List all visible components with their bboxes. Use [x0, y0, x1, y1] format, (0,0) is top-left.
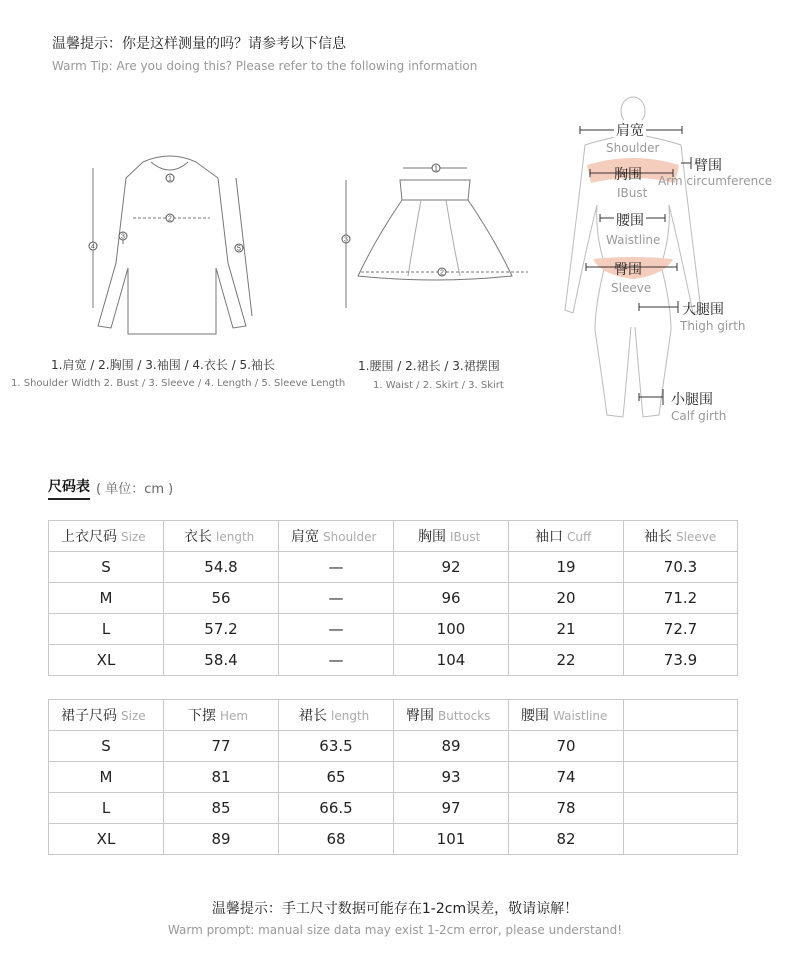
- header-cell: 臀围 Buttocks: [394, 700, 509, 731]
- table-cell: 57.2: [164, 614, 279, 645]
- table-cell: 82: [509, 824, 624, 855]
- table-row: [49, 583, 738, 614]
- table-row: [49, 793, 738, 824]
- shoulder-label-cn: 肩宽: [614, 120, 646, 140]
- table-cell: 19: [509, 552, 624, 583]
- bust-label-en: IBust: [617, 186, 648, 200]
- table-cell: 104: [394, 645, 509, 676]
- footer-prompt-cn: 温馨提示：手工尺寸数据可能存在1-2cm误差，敬请谅解！: [211, 901, 579, 917]
- table-cell: 101: [394, 824, 509, 855]
- table-cell: 63.5: [279, 731, 394, 762]
- table-row: [49, 762, 738, 793]
- table-cell: 54.8: [164, 552, 279, 583]
- header-cell: 裙长 length: [279, 700, 394, 731]
- calf-label-cn: 小腿围: [671, 392, 713, 408]
- bust-label-cn: 胸围: [614, 167, 642, 183]
- shirt-marker-5: 5: [237, 245, 241, 253]
- table-cell: 89: [394, 731, 509, 762]
- size-chart-title: 尺码表: [48, 476, 90, 500]
- top-size-table: [48, 520, 738, 676]
- table-cell: —: [279, 552, 394, 583]
- table-cell: 70.3: [624, 552, 738, 583]
- table-cell: 73.9: [624, 645, 738, 676]
- table-cell: —: [279, 583, 394, 614]
- table-row: [49, 731, 738, 762]
- table-row: [49, 645, 738, 676]
- table-cell: 72.7: [624, 614, 738, 645]
- table-header-row: [49, 521, 738, 552]
- shirt-diagram: [78, 148, 268, 343]
- table-cell: 21: [509, 614, 624, 645]
- table-cell: 78: [509, 793, 624, 824]
- header-cell: [624, 700, 738, 731]
- hip-label-cn: 臀围: [614, 262, 642, 278]
- table-cell: [624, 824, 738, 855]
- table-row: [49, 824, 738, 855]
- skirt-caption-cn: 1.腰围 / 2.裙长 / 3.裙摆围: [358, 359, 500, 373]
- table-cell: 92: [394, 552, 509, 583]
- waist-label-en: Waistline: [606, 233, 661, 247]
- shirt-marker-1: 1: [168, 175, 172, 183]
- table-cell: 70: [509, 731, 624, 762]
- warm-tip-cn: 温馨提示：你是这样测量的吗？请参考以下信息: [52, 36, 346, 52]
- table-cell: 89: [164, 824, 279, 855]
- table-row: [49, 614, 738, 645]
- thigh-label-cn: 大腿围: [682, 302, 724, 318]
- table-cell: 68: [279, 824, 394, 855]
- table-cell: L: [49, 614, 164, 645]
- skirt-marker-1: 1: [434, 165, 438, 173]
- skirt-marker-2: 2: [440, 269, 444, 277]
- table-cell: 22: [509, 645, 624, 676]
- table-cell: [624, 731, 738, 762]
- header-cell: 袖口 Cuff: [509, 521, 624, 552]
- table-cell: 77: [164, 731, 279, 762]
- table-cell: M: [49, 762, 164, 793]
- table-cell: 96: [394, 583, 509, 614]
- header-cell: 胸围 IBust: [394, 521, 509, 552]
- skirt-caption-en: 1. Waist / 2. Skirt / 3. Skirt: [373, 380, 504, 391]
- table-cell: 81: [164, 762, 279, 793]
- arm-label-cn: 臂围: [694, 158, 722, 174]
- table-cell: 56: [164, 583, 279, 614]
- skirt-size-table: [48, 699, 738, 855]
- shoulder-label-en: Shoulder: [606, 141, 660, 155]
- table-cell: [624, 762, 738, 793]
- table-cell: 58.4: [164, 645, 279, 676]
- table-cell: 74: [509, 762, 624, 793]
- table-cell: 93: [394, 762, 509, 793]
- header-cell: 裙子尺码 Size: [49, 700, 164, 731]
- table-cell: S: [49, 731, 164, 762]
- table-cell: 66.5: [279, 793, 394, 824]
- table-cell: [624, 793, 738, 824]
- calf-label-en: Calf girth: [671, 409, 727, 423]
- header-cell: 袖长 Sleeve: [624, 521, 738, 552]
- waist-label-cn: 腰围: [614, 210, 646, 230]
- table-cell: S: [49, 552, 164, 583]
- table-header-row: [49, 700, 738, 731]
- table-cell: 65: [279, 762, 394, 793]
- header-cell: 衣长 length: [164, 521, 279, 552]
- table-row: [49, 552, 738, 583]
- skirt-diagram: [336, 158, 532, 308]
- size-chart-unit: ( 单位：cm ): [96, 482, 174, 497]
- shirt-caption-cn: 1.肩宽 / 2.胸围 / 3.袖围 / 4.衣长 / 5.袖长: [51, 358, 275, 372]
- header-cell: 肩宽 Shoulder: [279, 521, 394, 552]
- header-cell: 上衣尺码 Size: [49, 521, 164, 552]
- shirt-marker-4: 4: [91, 243, 95, 251]
- table-cell: —: [279, 614, 394, 645]
- table-cell: —: [279, 645, 394, 676]
- hip-label-en: Sleeve: [611, 281, 652, 295]
- table-cell: L: [49, 793, 164, 824]
- table-cell: XL: [49, 645, 164, 676]
- header-cell: 腰围 Waistline: [509, 700, 624, 731]
- table-cell: M: [49, 583, 164, 614]
- warm-tip-en: Warm Tip: Are you doing this? Please refer to the following information: [52, 59, 478, 73]
- thigh-label-en: Thigh girth: [680, 319, 746, 333]
- shirt-marker-2: 2: [168, 215, 172, 223]
- table-cell: 71.2: [624, 583, 738, 614]
- table-cell: 20: [509, 583, 624, 614]
- header-cell: 下摆 Hem: [164, 700, 279, 731]
- table-cell: 85: [164, 793, 279, 824]
- shirt-marker-3: 3: [121, 233, 125, 241]
- table-cell: 97: [394, 793, 509, 824]
- table-cell: XL: [49, 824, 164, 855]
- footer-prompt-en: Warm prompt: manual size data may exist 1-2cm error, please understand!: [167, 923, 623, 937]
- arm-label-en: Arm circumference: [658, 174, 773, 188]
- shirt-caption-en: 1. Shoulder Width 2. Bust / 3. Sleeve / 4. Length / 5. Sleeve Length: [11, 378, 346, 389]
- skirt-marker-3: 3: [344, 236, 348, 244]
- table-cell: 100: [394, 614, 509, 645]
